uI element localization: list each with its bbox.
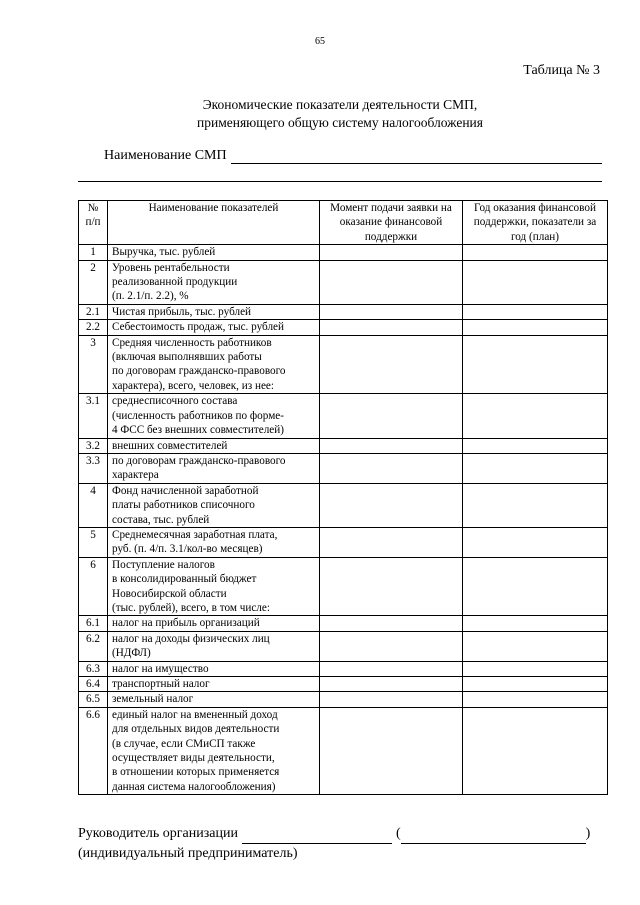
table-row bbox=[79, 661, 608, 676]
row-indicator-name: Средняя численность работников (включая выполнявших работы по договорам гражданско-правового характера), всего, человек, из нее: bbox=[108, 335, 320, 394]
row-application-moment-value[interactable] bbox=[320, 616, 463, 631]
header-indicator-name: Наименование показателей bbox=[108, 201, 320, 245]
smp-name-continuation-line[interactable] bbox=[78, 181, 602, 182]
row-application-moment-value[interactable] bbox=[320, 527, 463, 557]
row-application-moment-value[interactable] bbox=[320, 692, 463, 707]
row-number: 2 bbox=[79, 260, 108, 304]
row-application-moment-value[interactable] bbox=[320, 304, 463, 319]
row-number: 3.1 bbox=[79, 394, 108, 438]
row-application-moment-value[interactable] bbox=[320, 677, 463, 692]
row-number: 2.1 bbox=[79, 304, 108, 319]
table-row bbox=[79, 394, 608, 438]
row-application-moment-value[interactable] bbox=[320, 335, 463, 394]
table-label: Таблица № 3 bbox=[523, 63, 600, 78]
row-number: 6.2 bbox=[79, 631, 108, 661]
row-indicator-name: по договорам гражданско-правового характера bbox=[108, 453, 320, 483]
table-body bbox=[79, 245, 608, 795]
table-row bbox=[79, 438, 608, 453]
name-decoding-blank-line[interactable] bbox=[401, 828, 586, 844]
row-support-year-value[interactable] bbox=[463, 260, 608, 304]
row-support-year-value[interactable] bbox=[463, 394, 608, 438]
table-header-row bbox=[79, 201, 608, 245]
row-number: 6.3 bbox=[79, 661, 108, 676]
row-support-year-value[interactable] bbox=[463, 245, 608, 260]
row-application-moment-value[interactable] bbox=[320, 438, 463, 453]
row-indicator-name: внешних совместителей bbox=[108, 438, 320, 453]
row-application-moment-value[interactable] bbox=[320, 320, 463, 335]
header-application-moment: Момент подачи заявки на оказание финансовой поддержки bbox=[320, 201, 463, 245]
row-number: 2.2 bbox=[79, 320, 108, 335]
row-number: 6.6 bbox=[79, 707, 108, 794]
signature-block bbox=[78, 824, 608, 864]
table-row bbox=[79, 527, 608, 557]
row-support-year-value[interactable] bbox=[463, 557, 608, 616]
row-number: 3.3 bbox=[79, 453, 108, 483]
row-support-year-value[interactable] bbox=[463, 527, 608, 557]
row-support-year-value[interactable] bbox=[463, 304, 608, 319]
signature-blank-line[interactable] bbox=[242, 828, 392, 844]
document-title-line-2: применяющего общую систему налогообложения bbox=[197, 115, 483, 130]
row-support-year-value[interactable] bbox=[463, 707, 608, 794]
signature-label-line-2: (индивидуальный предприниматель) bbox=[78, 846, 298, 861]
row-application-moment-value[interactable] bbox=[320, 631, 463, 661]
row-number: 4 bbox=[79, 483, 108, 527]
row-support-year-value[interactable] bbox=[463, 453, 608, 483]
row-number: 6.4 bbox=[79, 677, 108, 692]
row-number: 3.2 bbox=[79, 438, 108, 453]
row-indicator-name: налог на имущество bbox=[108, 661, 320, 676]
row-support-year-value[interactable] bbox=[463, 661, 608, 676]
row-application-moment-value[interactable] bbox=[320, 707, 463, 794]
header-support-year: Год оказания финансовой поддержки, показатели за год (план) bbox=[463, 201, 608, 245]
table-row bbox=[79, 707, 608, 794]
row-application-moment-value[interactable] bbox=[320, 557, 463, 616]
row-indicator-name: Уровень рентабельности реализованной продукции (п. 2.1/п. 2.2), % bbox=[108, 260, 320, 304]
row-number: 6.1 bbox=[79, 616, 108, 631]
row-number: 6.5 bbox=[79, 692, 108, 707]
table-row bbox=[79, 631, 608, 661]
row-indicator-name: земельный налог bbox=[108, 692, 320, 707]
row-support-year-value[interactable] bbox=[463, 335, 608, 394]
row-number: 3 bbox=[79, 335, 108, 394]
row-number: 5 bbox=[79, 527, 108, 557]
row-indicator-name: Фонд начисленной заработной платы работников списочного состава, тыс. рублей bbox=[108, 483, 320, 527]
row-indicator-name: налог на прибыль организаций bbox=[108, 616, 320, 631]
table-row bbox=[79, 616, 608, 631]
row-support-year-value[interactable] bbox=[463, 320, 608, 335]
row-support-year-value[interactable] bbox=[463, 616, 608, 631]
row-application-moment-value[interactable] bbox=[320, 394, 463, 438]
row-indicator-name: Среднемесячная заработная плата, руб. (п. 4/п. 3.1/кол-во месяцев) bbox=[108, 527, 320, 557]
table-row bbox=[79, 692, 608, 707]
row-support-year-value[interactable] bbox=[463, 438, 608, 453]
row-support-year-value[interactable] bbox=[463, 483, 608, 527]
smp-name-blank-line[interactable] bbox=[231, 148, 602, 164]
smp-name-field bbox=[104, 148, 602, 164]
header-number: № п/п bbox=[79, 201, 108, 245]
table-row bbox=[79, 260, 608, 304]
row-support-year-value[interactable] bbox=[463, 677, 608, 692]
smp-name-label: Наименование СМП bbox=[104, 148, 227, 163]
paren-open: ( bbox=[395, 826, 401, 841]
row-application-moment-value[interactable] bbox=[320, 661, 463, 676]
paren-close: ) bbox=[585, 826, 591, 841]
page-number: 65 bbox=[315, 36, 325, 47]
row-application-moment-value[interactable] bbox=[320, 453, 463, 483]
indicators-table bbox=[78, 200, 608, 795]
table-row bbox=[79, 335, 608, 394]
row-indicator-name: среднесписочного состава (численность работников по форме- 4 ФСС без внешних совместителей) bbox=[108, 394, 320, 438]
row-number: 1 bbox=[79, 245, 108, 260]
signature-label: Руководитель организации bbox=[78, 826, 238, 841]
row-support-year-value[interactable] bbox=[463, 631, 608, 661]
table-row bbox=[79, 320, 608, 335]
table-row bbox=[79, 245, 608, 260]
row-application-moment-value[interactable] bbox=[320, 260, 463, 304]
row-support-year-value[interactable] bbox=[463, 692, 608, 707]
row-application-moment-value[interactable] bbox=[320, 245, 463, 260]
row-indicator-name: единый налог на вмененный доход для отдельных видов деятельности (в случае, если СМиСП также осуществляет виды деятельности, в отношении которых применяется данная система налогообложения) bbox=[108, 707, 320, 794]
table-row bbox=[79, 557, 608, 616]
row-number: 6 bbox=[79, 557, 108, 616]
document-title-line-1: Экономические показатели деятельности СМП, bbox=[202, 97, 478, 112]
table-row bbox=[79, 483, 608, 527]
row-indicator-name: транспортный налог bbox=[108, 677, 320, 692]
row-application-moment-value[interactable] bbox=[320, 483, 463, 527]
row-indicator-name: Поступление налогов в консолидированный бюджет Новосибирской области (тыс. рублей), всего, в том числе: bbox=[108, 557, 320, 616]
table-row bbox=[79, 677, 608, 692]
table-row bbox=[79, 453, 608, 483]
document-title bbox=[0, 96, 640, 132]
table-row bbox=[79, 304, 608, 319]
row-indicator-name: Себестоимость продаж, тыс. рублей bbox=[108, 320, 320, 335]
row-indicator-name: Чистая прибыль, тыс. рублей bbox=[108, 304, 320, 319]
row-indicator-name: Выручка, тыс. рублей bbox=[108, 245, 320, 260]
row-indicator-name: налог на доходы физических лиц (НДФЛ) bbox=[108, 631, 320, 661]
